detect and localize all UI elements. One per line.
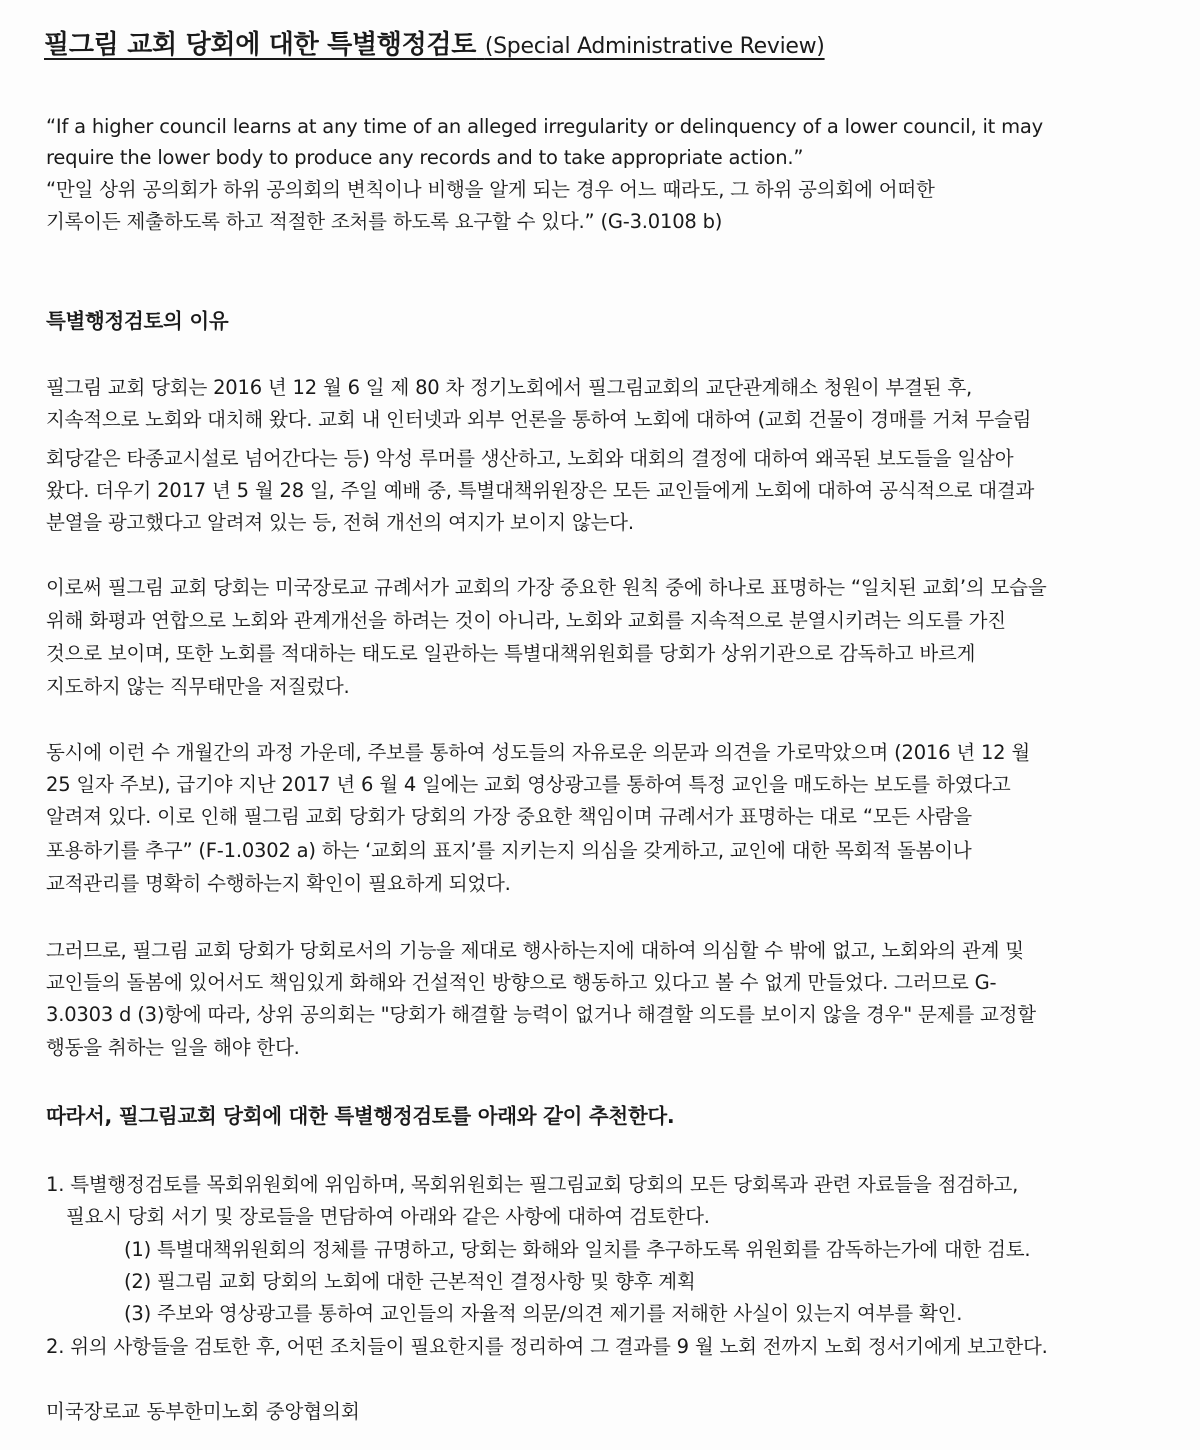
- paragraph-line: 교인들의 돌봄에 있어서도 책임있게 화해와 건설적인 방향으로 행동하고 있다고 볼 수 없게 만들었다. 그러므로 G-: [46, 971, 997, 994]
- recommendation-subitem: (1) 특별대책위원회의 정체를 규명하고, 당회는 화해와 일치를 추구하도록 위원회를 감독하는가에 대한 검토.: [124, 1238, 1031, 1261]
- paragraph-line: 왔다. 더우기 2017 년 5 월 28 일, 주일 예배 중, 특별대책위원장은 모든 교인들에게 노회에 대하여 공식적으로 대결과: [46, 479, 1035, 502]
- quote-line: 기록이든 제출하도록 하고 적절한 조처를 하도록 요구할 수 있다.” (G-3.0108 b): [46, 210, 723, 233]
- paragraph-line: 동시에 이런 수 개월간의 과정 가운데, 주보를 통하여 성도들의 자유로운 의문과 의견을 가로막았으며 (2016 년 12 월: [46, 741, 1031, 764]
- title-korean: 필그림 교회 당회에 대한 특별행정검토: [44, 30, 477, 60]
- quote-line: “만일 상위 공의회가 하위 공의회의 변칙이나 비행을 알게 되는 경우 어느 때라도, 그 하위 공의회에 어떠한: [46, 178, 935, 201]
- paragraph-line: 지속적으로 노회와 대치해 왔다. 교회 내 인터넷과 외부 언론을 통하여 노회에 대하여 (교회 건물이 경매를 거쳐 무슬림: [46, 408, 1032, 431]
- paragraph-line: 것으로 보이며, 또한 노회를 적대하는 태도로 일관하는 특별대책위원회를 당회가 상위기관으로 감독하고 바르게: [46, 642, 976, 665]
- paragraph-line: 분열을 광고했다고 알려져 있는 등, 전혀 개선의 여지가 보이지 않는다.: [46, 511, 634, 534]
- quote-line: require the lower body to produce any records and to take appropriate action.”: [46, 146, 804, 169]
- quote-line: “If a higher council learns at any time of an alleged irregularity or delinquency of a lower council, it may: [46, 115, 1043, 138]
- paragraph-line: 필그림 교회 당회는 2016 년 12 월 6 일 제 80 차 정기노회에서 필그림교회의 교단관계해소 청원이 부결된 후,: [46, 376, 973, 399]
- recommendation-item-1: 1. 특별행정검토를 목회위원회에 위임하며, 목회위원회는 필그림교회 당회의 모든 당회록과 관련 자료들을 점검하고,: [46, 1173, 1019, 1196]
- recommendation-heading: 따라서, 필그림교회 당회에 대한 특별행정검토를 아래와 같이 추천한다.: [46, 1104, 675, 1128]
- paragraph-line: 이로써 필그림 교회 당회는 미국장로교 규례서가 교회의 가장 중요한 원칙 중에 하나로 표명하는 “일치된 교회’의 모습을: [46, 576, 1047, 599]
- paragraph-line: 교적관리를 명확히 수행하는지 확인이 필요하게 되었다.: [46, 872, 511, 895]
- recommendation-subitem: (3) 주보와 영상광고를 통하여 교인들의 자율적 의문/의견 제기를 저해한 사실이 있는지 여부를 확인.: [124, 1302, 963, 1325]
- paragraph-line: 포용하기를 추구” (F-1.0302 a) 하는 ‘교회의 표지’를 지키는지 의심을 갖게하고, 교인에 대한 목회적 돌봄이나: [46, 839, 972, 862]
- recommendation-item-2: 2. 위의 사항들을 검토한 후, 어떤 조치들이 필요한지를 정리하여 그 결과를 9 월 노회 전까지 노회 정서기에게 보고한다.: [46, 1335, 1048, 1358]
- recommendation-subitem: (2) 필그림 교회 당회의 노회에 대한 근본적인 결정사항 및 향후 계획: [124, 1270, 696, 1293]
- paragraph-line: 그러므로, 필그림 교회 당회가 당회로서의 기능을 제대로 행사하는지에 대하여 의심할 수 밖에 없고, 노회와의 관계 및: [46, 939, 1024, 962]
- recommendation-item-1-cont: 필요시 당회 서기 및 장로들을 면담하여 아래와 같은 사항에 대하여 검토한다.: [66, 1205, 710, 1228]
- paragraph-line: 회당같은 타종교시설로 넘어간다는 등) 악성 루머를 생산하고, 노회와 대회의 결정에 대하여 왜곡된 보도들을 일삼아: [46, 447, 1014, 470]
- document-title: [44, 28, 825, 64]
- paragraph-line: 3.0303 d (3)항에 따라, 상위 공의회는 "당회가 해결할 능력이 없거나 해결할 의도를 보이지 않을 경우" 문제를 교정할: [46, 1003, 1036, 1026]
- paragraph-line: 위해 화평과 연합으로 노회와 관계개선을 하려는 것이 아니라, 노회와 교회를 지속적으로 분열시키려는 의도를 가진: [46, 609, 1006, 632]
- section-heading-reason: 특별행정검토의 이유: [46, 309, 229, 333]
- signature-organization: 미국장로교 동부한미노회 중앙협의회: [46, 1400, 360, 1423]
- title-english: (Special Administrative Review): [484, 34, 825, 59]
- paragraph-line: 행동을 취하는 일을 해야 한다.: [46, 1036, 300, 1059]
- paragraph-line: 25 일자 주보), 급기야 지난 2017 년 6 월 4 일에는 교회 영상광고를 통하여 특정 교인을 매도하는 보도를 하였다고: [46, 773, 1011, 796]
- paragraph-line: 지도하지 않는 직무태만을 저질렀다.: [46, 675, 350, 698]
- paragraph-line: 알려져 있다. 이로 인해 필그림 교회 당회가 당회의 가장 중요한 책임이며 규례서가 표명하는 대로 “모든 사람을: [46, 805, 972, 828]
